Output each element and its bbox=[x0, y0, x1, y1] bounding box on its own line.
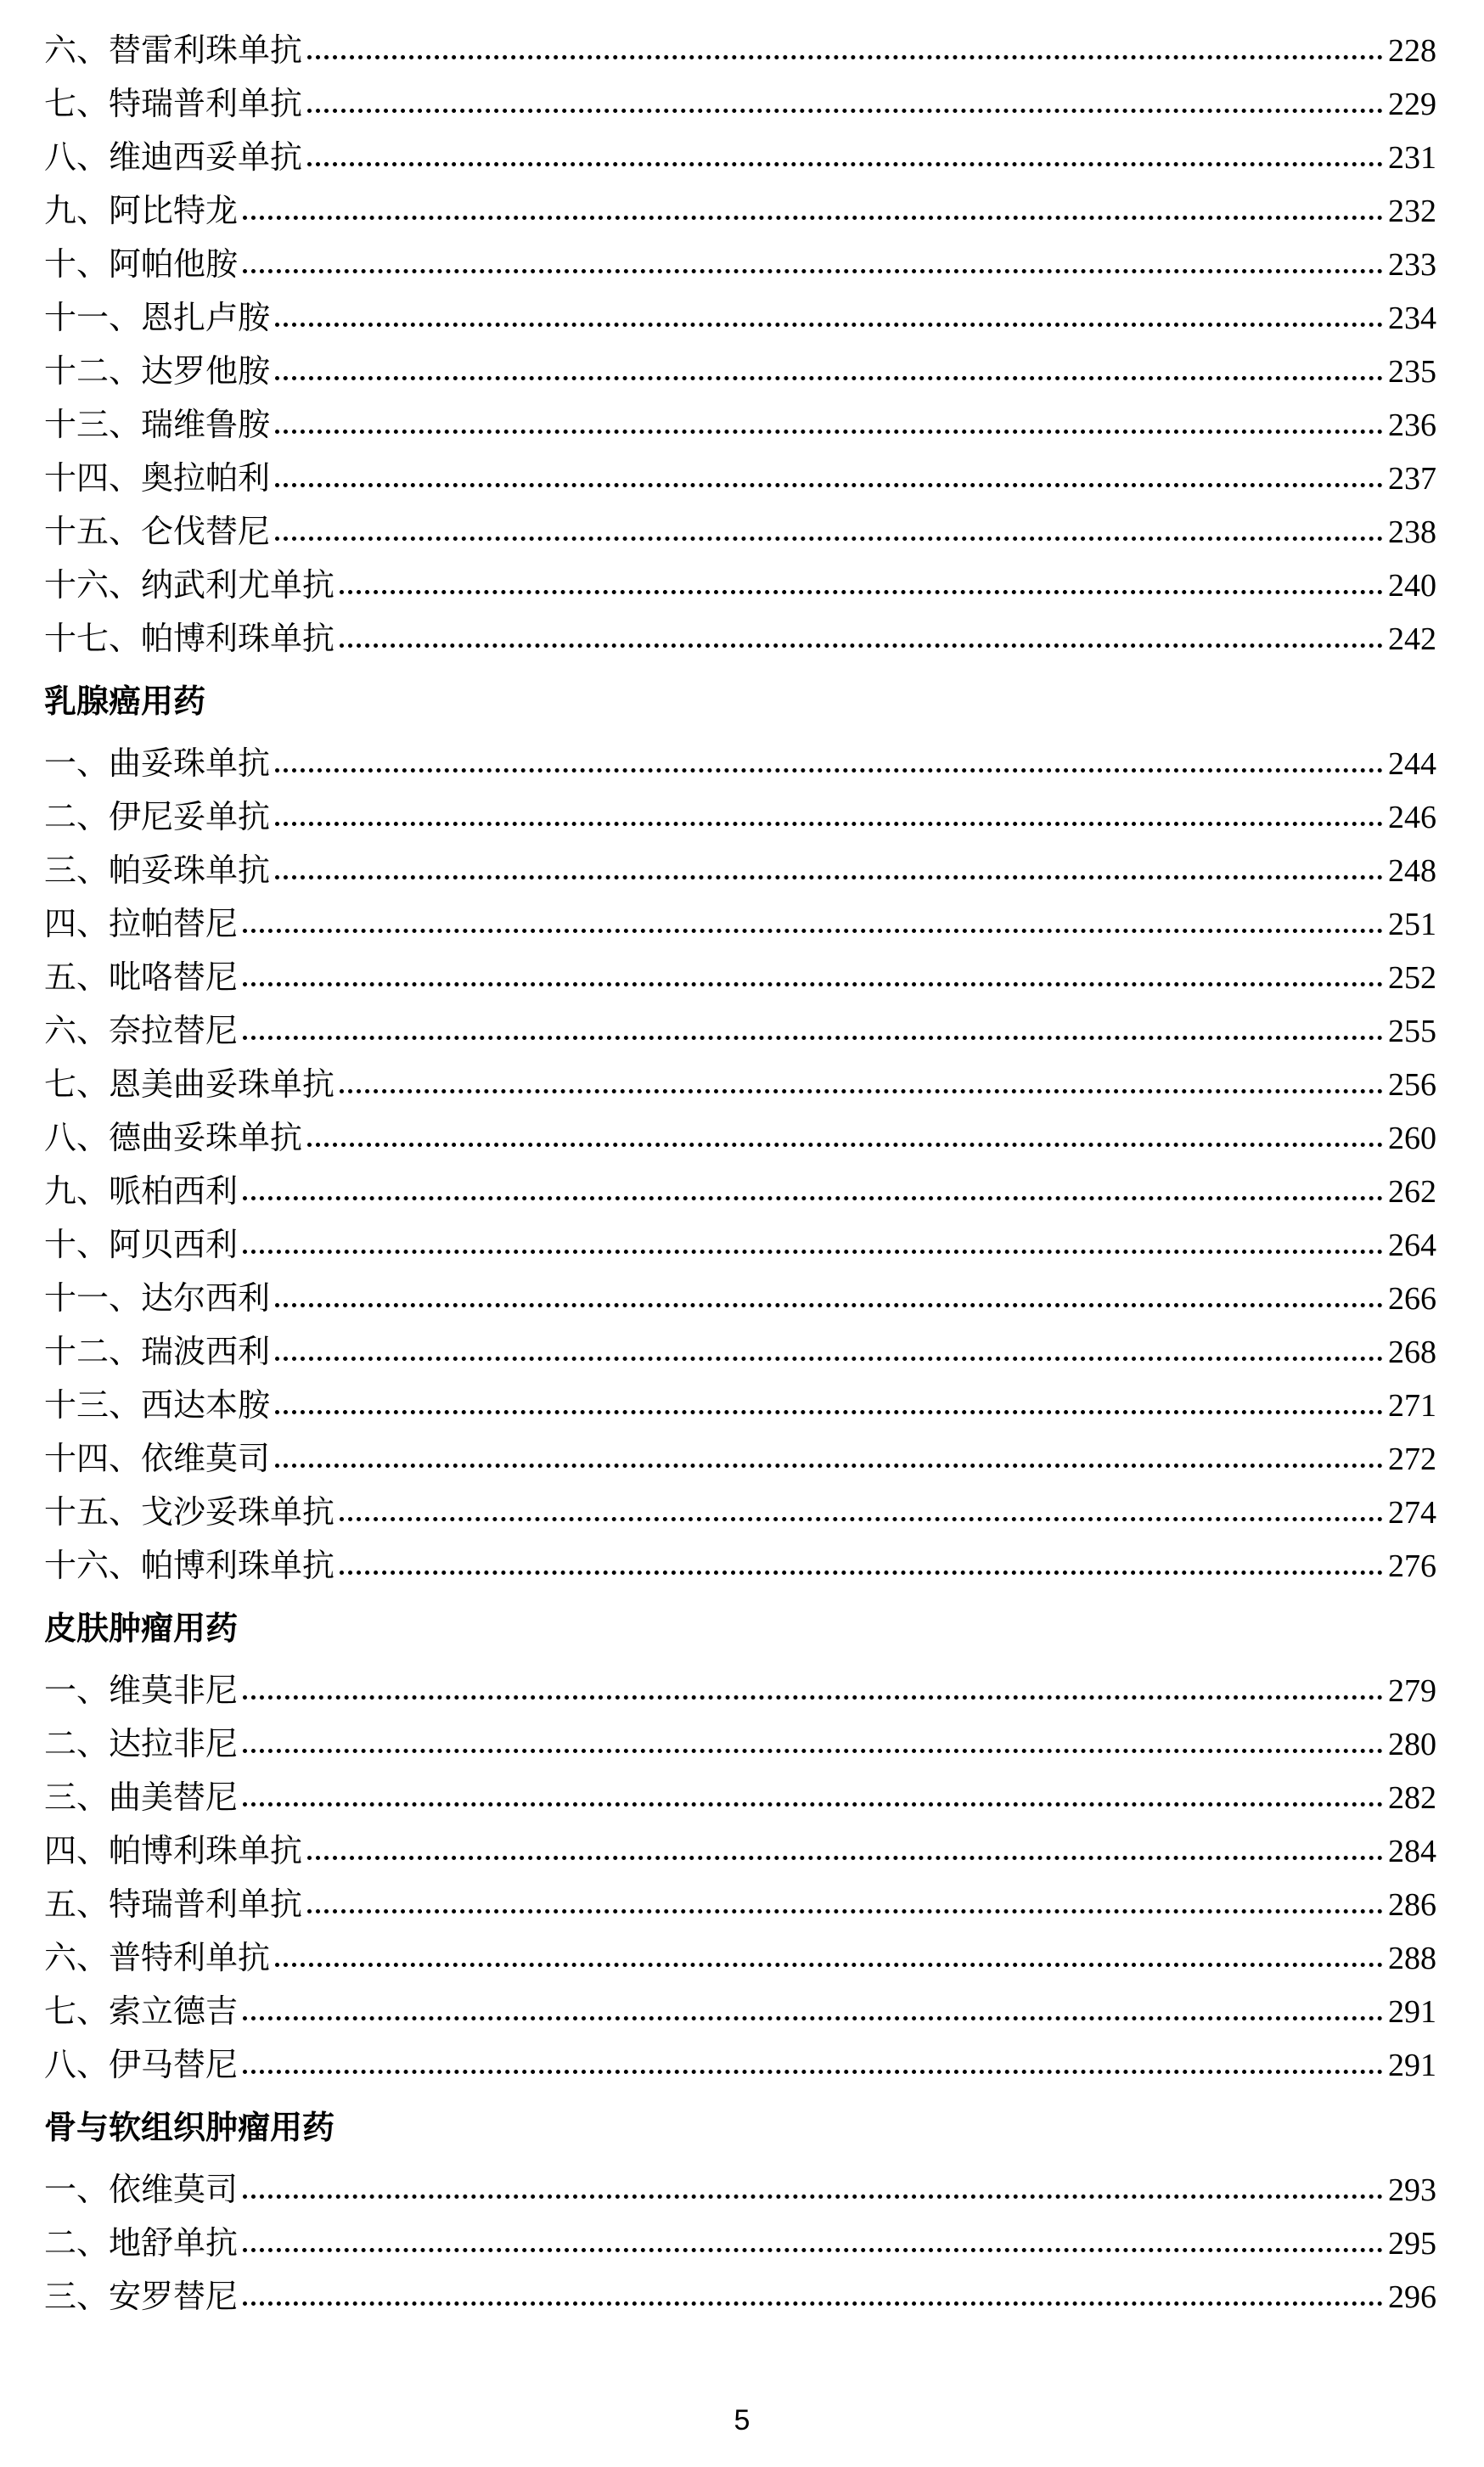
toc-entry[interactable] bbox=[44, 2163, 1436, 2217]
toc-entry-page: 242 bbox=[1388, 621, 1436, 657]
toc-entry[interactable] bbox=[44, 1771, 1436, 1824]
toc-entry-label: 八、德曲妥珠单抗 bbox=[44, 1119, 303, 1156]
toc-entry[interactable] bbox=[44, 1111, 1436, 1165]
toc-entry-label: 五、特瑞普利单抗 bbox=[44, 1885, 303, 1923]
toc-entry-page: 252 bbox=[1388, 960, 1436, 996]
toc-entry[interactable] bbox=[44, 1325, 1436, 1379]
toc-entry[interactable] bbox=[44, 184, 1436, 238]
toc-entry-label: 一、依维莫司 bbox=[44, 2171, 239, 2208]
toc-entry-page: 262 bbox=[1388, 1174, 1436, 1210]
toc-entry-label: 二、伊尼妥单抗 bbox=[44, 798, 271, 835]
toc-entry-page: 240 bbox=[1388, 568, 1436, 604]
toc-entry[interactable] bbox=[44, 1165, 1436, 1218]
toc-entry-label: 七、索立德吉 bbox=[44, 1992, 239, 2030]
toc-entry[interactable] bbox=[44, 1432, 1436, 1486]
dot-leader bbox=[275, 483, 1383, 487]
toc-entry-label: 十三、瑞维鲁胺 bbox=[44, 406, 271, 443]
dot-leader bbox=[275, 1357, 1383, 1361]
dot-leader bbox=[243, 2194, 1383, 2199]
dot-leader bbox=[275, 768, 1383, 773]
toc-entry-page: 268 bbox=[1388, 1335, 1436, 1370]
toc-entry[interactable] bbox=[44, 612, 1436, 666]
toc-entry-page: 251 bbox=[1388, 907, 1436, 942]
toc-entry-page: 256 bbox=[1388, 1067, 1436, 1103]
dot-leader bbox=[243, 2301, 1383, 2306]
toc-entry-label: 三、帕妥珠单抗 bbox=[44, 851, 271, 889]
dot-leader bbox=[275, 822, 1383, 826]
toc-entry[interactable] bbox=[44, 2038, 1436, 2092]
toc-entry[interactable] bbox=[44, 1717, 1436, 1771]
toc-entry-label: 五、吡咯替尼 bbox=[44, 958, 239, 996]
dot-leader bbox=[243, 1695, 1383, 1700]
toc-entry[interactable] bbox=[44, 291, 1436, 345]
toc-entry[interactable] bbox=[44, 1379, 1436, 1432]
dot-leader bbox=[243, 982, 1383, 986]
dot-leader bbox=[275, 1963, 1383, 1967]
dot-leader bbox=[243, 1250, 1383, 1254]
dot-leader bbox=[275, 1464, 1383, 1468]
dot-leader bbox=[275, 430, 1383, 434]
toc-entry[interactable] bbox=[44, 345, 1436, 398]
dot-leader bbox=[307, 1909, 1383, 1913]
toc-entry-page: 228 bbox=[1388, 33, 1436, 69]
toc-entry-label: 十二、瑞波西利 bbox=[44, 1333, 271, 1370]
toc-entry-page: 248 bbox=[1388, 853, 1436, 889]
toc-entry[interactable] bbox=[44, 951, 1436, 1004]
dot-leader bbox=[275, 1410, 1383, 1414]
toc-entry-label: 十、阿帕他胺 bbox=[44, 245, 239, 283]
toc-entry-page: 229 bbox=[1388, 87, 1436, 122]
toc-entry-label: 九、哌柏西利 bbox=[44, 1172, 239, 1210]
toc-entry-page: 238 bbox=[1388, 514, 1436, 550]
toc-entry-label: 八、伊马替尼 bbox=[44, 2046, 239, 2083]
toc-entry-label: 十一、达尔西利 bbox=[44, 1279, 271, 1317]
toc-entry-page: 286 bbox=[1388, 1887, 1436, 1923]
toc-entry[interactable] bbox=[44, 1272, 1436, 1325]
toc-entry-label: 七、特瑞普利单抗 bbox=[44, 85, 303, 122]
toc-entry-page: 235 bbox=[1388, 354, 1436, 390]
dot-leader bbox=[243, 216, 1383, 220]
dot-leader bbox=[275, 1303, 1383, 1307]
toc-entry-page: 284 bbox=[1388, 1834, 1436, 1869]
toc-entry-page: 274 bbox=[1388, 1495, 1436, 1531]
toc-entry[interactable] bbox=[44, 559, 1436, 612]
toc-section-heading: 乳腺癌用药 bbox=[44, 683, 206, 720]
dot-leader bbox=[243, 2248, 1383, 2252]
toc-entry-label: 十四、依维莫司 bbox=[44, 1440, 271, 1477]
toc-entry-page: 234 bbox=[1388, 301, 1436, 336]
toc-entry-label: 十一、恩扎卢胺 bbox=[44, 299, 271, 336]
toc-entry[interactable] bbox=[44, 77, 1436, 131]
toc-entry-label: 十五、仑伐替尼 bbox=[44, 513, 271, 550]
toc-entry-page: 293 bbox=[1388, 2172, 1436, 2208]
toc-entry[interactable] bbox=[44, 1931, 1436, 1985]
toc-entry-label: 六、奈拉替尼 bbox=[44, 1012, 239, 1049]
toc-entry-label: 三、曲美替尼 bbox=[44, 1779, 239, 1816]
toc-entry-label: 十七、帕博利珠单抗 bbox=[44, 620, 335, 657]
toc-entry-page: 237 bbox=[1388, 461, 1436, 497]
toc-entry[interactable] bbox=[44, 1539, 1436, 1593]
toc-entry[interactable] bbox=[44, 1878, 1436, 1931]
toc-entry-label: 十、阿贝西利 bbox=[44, 1226, 239, 1263]
toc-entry-page: 236 bbox=[1388, 407, 1436, 443]
dot-leader bbox=[340, 643, 1383, 648]
toc-entry[interactable] bbox=[44, 452, 1436, 505]
toc-entry-label: 二、地舒单抗 bbox=[44, 2224, 239, 2262]
toc-entry[interactable] bbox=[44, 1218, 1436, 1272]
toc-entry-page: 272 bbox=[1388, 1441, 1436, 1477]
toc-entry-page: 280 bbox=[1388, 1727, 1436, 1762]
dot-leader bbox=[243, 1802, 1383, 1807]
toc-entry-page: 244 bbox=[1388, 746, 1436, 782]
toc-entry-label: 九、阿比特龙 bbox=[44, 192, 239, 229]
toc-entry-label: 十六、纳武利尤单抗 bbox=[44, 566, 335, 604]
toc-entry-page: 279 bbox=[1388, 1673, 1436, 1709]
toc-entry-page: 276 bbox=[1388, 1548, 1436, 1584]
dot-leader bbox=[340, 1517, 1383, 1521]
toc-section-heading: 皮肤肿瘤用药 bbox=[44, 1610, 239, 1647]
toc-entry-label: 一、曲妥珠单抗 bbox=[44, 745, 271, 782]
toc-entry-page: 288 bbox=[1388, 1941, 1436, 1976]
toc-entry-page: 232 bbox=[1388, 194, 1436, 229]
dot-leader bbox=[307, 109, 1383, 113]
toc-entry-page: 231 bbox=[1388, 140, 1436, 176]
toc-entry-label: 六、普特利单抗 bbox=[44, 1939, 271, 1976]
toc-entry-page: 266 bbox=[1388, 1281, 1436, 1317]
dot-leader bbox=[243, 1036, 1383, 1040]
toc-entry-label: 四、拉帕替尼 bbox=[44, 905, 239, 942]
toc-entry-page: 291 bbox=[1388, 1994, 1436, 2030]
toc-entry-page: 264 bbox=[1388, 1228, 1436, 1263]
toc-entry-label: 十五、戈沙妥珠单抗 bbox=[44, 1493, 335, 1531]
toc-entry[interactable] bbox=[44, 131, 1436, 184]
toc-entry[interactable] bbox=[44, 1664, 1436, 1717]
toc-entry[interactable] bbox=[44, 2217, 1436, 2270]
dot-leader bbox=[275, 323, 1383, 327]
toc-entry[interactable] bbox=[44, 1985, 1436, 2038]
toc-entry[interactable] bbox=[44, 790, 1436, 844]
dot-leader bbox=[307, 55, 1383, 59]
toc-entry-page: 246 bbox=[1388, 800, 1436, 835]
toc-entry[interactable] bbox=[44, 398, 1436, 452]
toc-entry-label: 十二、达罗他胺 bbox=[44, 352, 271, 390]
toc-entry-page: 282 bbox=[1388, 1780, 1436, 1816]
table-of-contents bbox=[44, 24, 1436, 2324]
toc-entry-label: 七、恩美曲妥珠单抗 bbox=[44, 1065, 335, 1103]
dot-leader bbox=[307, 1856, 1383, 1860]
dot-leader bbox=[340, 590, 1383, 594]
toc-entry-page: 296 bbox=[1388, 2279, 1436, 2315]
dot-leader bbox=[275, 376, 1383, 380]
dot-leader bbox=[243, 2070, 1383, 2074]
dot-leader bbox=[243, 1196, 1383, 1200]
toc-entry-page: 233 bbox=[1388, 247, 1436, 283]
toc-entry-page: 255 bbox=[1388, 1014, 1436, 1049]
toc-entry-page: 295 bbox=[1388, 2226, 1436, 2262]
dot-leader bbox=[275, 537, 1383, 541]
dot-leader bbox=[340, 1089, 1383, 1093]
toc-entry[interactable] bbox=[44, 844, 1436, 897]
toc-entry-page: 271 bbox=[1388, 1388, 1436, 1424]
toc-entry-label: 三、安罗替尼 bbox=[44, 2278, 239, 2315]
toc-entry-label: 二、达拉非尼 bbox=[44, 1725, 239, 1762]
toc-entry[interactable] bbox=[44, 897, 1436, 951]
toc-entry[interactable] bbox=[44, 24, 1436, 77]
toc-entry-label: 四、帕博利珠单抗 bbox=[44, 1832, 303, 1869]
dot-leader bbox=[243, 929, 1383, 933]
toc-entry-label: 一、维莫非尼 bbox=[44, 1672, 239, 1709]
toc-entry[interactable] bbox=[44, 737, 1436, 790]
dot-leader bbox=[243, 1749, 1383, 1753]
dot-leader bbox=[275, 875, 1383, 879]
toc-entry[interactable] bbox=[44, 238, 1436, 291]
dot-leader bbox=[307, 1143, 1383, 1147]
dot-leader bbox=[340, 1571, 1383, 1575]
toc-entry-label: 八、维迪西妥单抗 bbox=[44, 138, 303, 176]
toc-entry-label: 十三、西达本胺 bbox=[44, 1386, 271, 1424]
page-number: 5 bbox=[734, 2404, 750, 2436]
toc-entry-page: 291 bbox=[1388, 2048, 1436, 2083]
toc-entry[interactable] bbox=[44, 2270, 1436, 2324]
toc-entry-label: 十四、奥拉帕利 bbox=[44, 459, 271, 497]
toc-entry-label: 六、替雷利珠单抗 bbox=[44, 31, 303, 69]
toc-entry[interactable] bbox=[44, 1058, 1436, 1111]
toc-entry[interactable] bbox=[44, 505, 1436, 559]
dot-leader bbox=[307, 162, 1383, 166]
dot-leader bbox=[243, 269, 1383, 273]
toc-entry[interactable] bbox=[44, 1824, 1436, 1878]
toc-entry-label: 十六、帕博利珠单抗 bbox=[44, 1547, 335, 1584]
toc-entry[interactable] bbox=[44, 1486, 1436, 1539]
toc-entry-page: 260 bbox=[1388, 1121, 1436, 1156]
dot-leader bbox=[243, 2016, 1383, 2020]
toc-section-heading: 骨与软组织肿瘤用药 bbox=[44, 2109, 335, 2146]
toc-entry[interactable] bbox=[44, 1004, 1436, 1058]
